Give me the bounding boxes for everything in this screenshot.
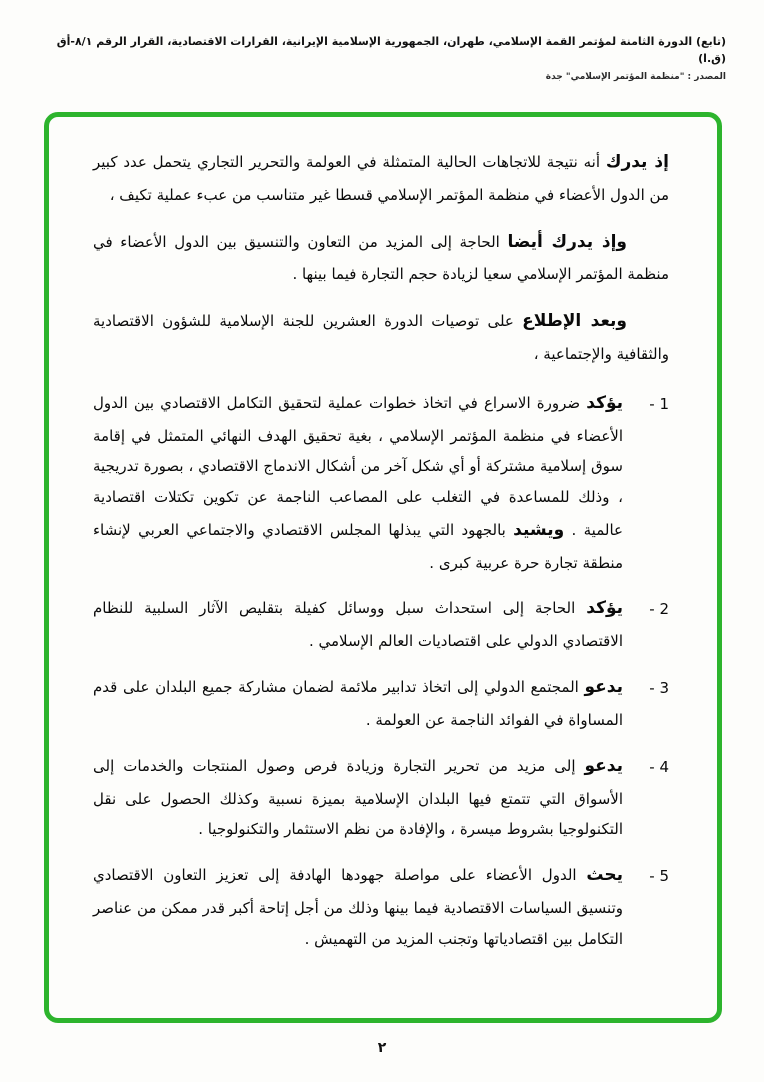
item-body-text: ضرورة الاسراع في اتخاذ خطوات عملية لتحقيق التكامل الاقتصادي بين الدول الأعضاء في منظمة المؤتمر الإسلامي ، بغية تحقيق الهدف النهائي المتمثل في إقامة سوق إسلامية مشتركة أو أي شكل آخر من أشكال الاندماج الاقتصادي ، بصورة تدريجية ، وذلك للمساعدة في التغلب على المصاعب الناجمة عن تكوين تكتلات اقتصادية عالمية . — [93, 393, 623, 539]
resolution-items-list — [93, 386, 669, 955]
preamble-lead: إذ يدرك — [605, 152, 669, 172]
item-text — [93, 670, 623, 736]
item-number: 5 - — [649, 867, 669, 885]
item-text — [93, 749, 623, 845]
item-number: 1 - — [649, 394, 669, 413]
item-lead: يحث — [586, 865, 623, 885]
item-text — [93, 591, 623, 657]
item-lead: يؤكد — [586, 392, 623, 413]
item-text — [93, 386, 623, 579]
preamble-paragraph-1 — [93, 145, 669, 211]
item-lead: يدعو — [584, 755, 623, 776]
preamble-text: على توصيات الدورة العشرين للجنة الإسلامية للشؤون الاقتصادية والثقافية والإجتماعية ، — [93, 312, 669, 364]
resolution-item-3 — [93, 670, 669, 736]
item-body-text: الحاجة إلى استحداث سبل ووسائل كفيلة بتقليص الآثار السلبية للنظام الاقتصادي الدولي على اقتصاديات العالم الإسلامي . — [93, 599, 623, 651]
green-border-frame — [44, 112, 722, 1023]
item-number: 3 - — [649, 679, 669, 698]
item-number: 4 - — [649, 757, 669, 776]
item-lead-2: ويشيد — [513, 519, 565, 540]
preamble-text: الحاجة إلى المزيد من التعاون والتنسيق بين الدول الأعضاء في منظمة المؤتمر الإسلامي سعيا لزيادة حجم التجارة فيما بينها . — [93, 232, 669, 284]
resolution-text-block — [49, 117, 717, 977]
document-header — [38, 34, 726, 82]
item-text — [93, 858, 623, 954]
resolution-item-4 — [93, 749, 669, 845]
item-lead: يؤكد — [586, 598, 623, 619]
item-body-text-2: بالجهود التي يبذلها المجلس الاقتصادي والاجتماعي العربي لإنشاء منطقة تجارة حرة عربية كبرى . — [93, 520, 623, 572]
item-body-text: إلى مزيد من تحرير التجارة وزيادة فرص وصول المنتجات والخدمات إلى الأسواق التي تتمتع فيها البلدان الإسلامية بميزة نسبية وكذلك الحصول على نقل التكنولوجيا بشروط ميسرة ، والإفادة من نظم الاستثمار والتكنولوجيا . — [93, 756, 623, 839]
preamble-text: أنه نتيجة للاتجاهات الحالية المتمثلة في العولمة والتحرير التجاري يتحمل عدد كبير من الدول الأعضاء في منظمة المؤتمر الإسلامي قسطا غير متناسب من عبء عملية تكيف ، — [93, 153, 669, 204]
preamble-lead: وإذ يدرك أيضا — [507, 231, 627, 252]
resolution-item-5 — [93, 858, 669, 954]
page-number: ٢ — [377, 1040, 387, 1056]
preamble-paragraph-2 — [93, 225, 669, 291]
resolution-item-2 — [93, 591, 669, 657]
header-source: المصدر : "منظمة المؤتمر الإسلامي" جدة — [545, 72, 726, 82]
resolution-item-1 — [93, 386, 669, 579]
item-body-text: الدول الأعضاء على مواصلة جهودها الهادفة إلى تعزيز التعاون الاقتصادي وتنسيق السياسات الاقتصادية فيما بينها وذلك من أجل إتاحة أكبر قدر ممكن من عناصر التكامل بين اقتصادياتها وتجنب المزيد من التهميش . — [93, 866, 623, 948]
item-body-text: المجتمع الدولي إلى اتخاذ تدابير ملائمة لضمان مشاركة جميع البلدان على قدم المساواة في الفوائد الناجمة عن العولمة . — [93, 678, 623, 729]
preamble-lead: وبعد الإطلاع — [522, 311, 627, 332]
header-title: (تابع) الدورة الثامنة لمؤتمر القمة الإسلامي، طهران، الجمهورية الإسلامية الإيرانية، القرارات الاقتصادية، القرار الرقم ٨/١-أق (ق.ا) — [56, 35, 726, 65]
preamble-paragraph-3 — [93, 304, 669, 370]
item-number: 2 - — [649, 600, 669, 619]
item-lead: يدعو — [584, 677, 623, 698]
